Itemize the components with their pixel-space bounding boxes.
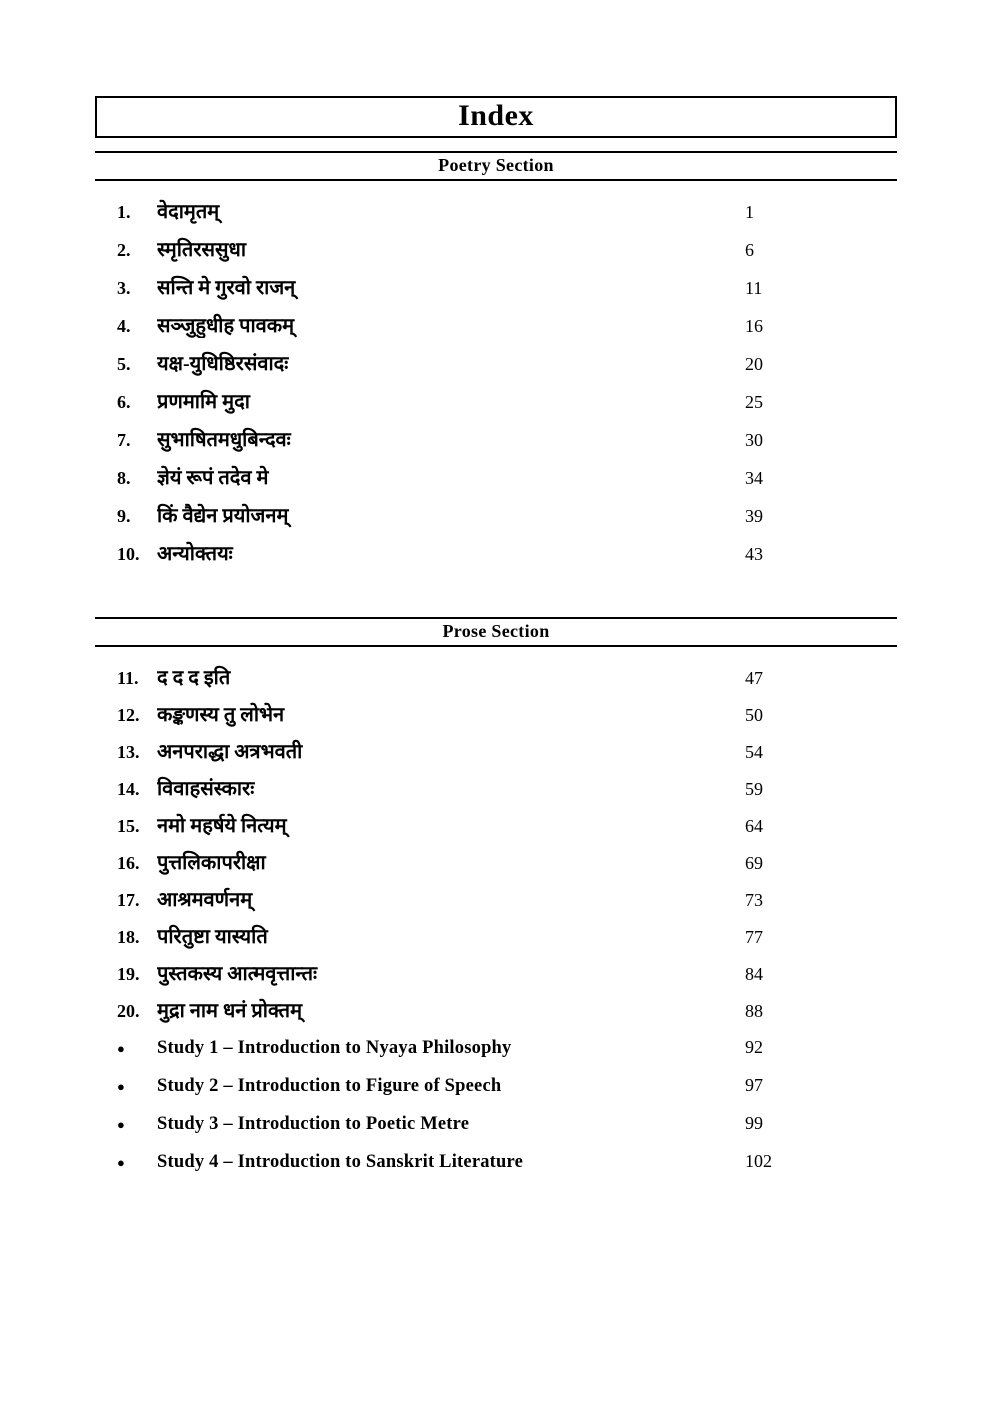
toc-page-number: 69 xyxy=(745,853,763,873)
toc-row xyxy=(117,922,897,959)
toc-title: परितुष्टा यास्यति xyxy=(157,926,268,948)
toc-page-number: 54 xyxy=(745,742,763,762)
poetry-section-heading: Poetry Section xyxy=(438,155,554,175)
toc-title: वेदामृतम् xyxy=(157,201,220,223)
toc-row xyxy=(117,463,897,501)
study-row xyxy=(117,1113,897,1151)
toc-page-number: 102 xyxy=(745,1151,772,1171)
prose-toc-list xyxy=(95,647,897,1033)
toc-title: पुत्तलिकापरीक्षा xyxy=(157,852,266,874)
toc-page-number: 97 xyxy=(745,1075,763,1095)
toc-number: 15. xyxy=(117,816,140,836)
toc-number: 13. xyxy=(117,742,140,762)
poetry-toc-list xyxy=(95,181,897,577)
study-title: Study 3 – Introduction to Poetic Metre xyxy=(157,1114,470,1134)
toc-number: 7. xyxy=(117,430,131,450)
toc-page-number: 50 xyxy=(745,705,763,725)
toc-number: 19. xyxy=(117,964,140,984)
toc-row xyxy=(117,311,897,349)
toc-page-number: 64 xyxy=(745,816,763,836)
prose-section-heading: Prose Section xyxy=(442,621,550,641)
toc-page-number: 59 xyxy=(745,779,763,799)
bullet-icon: ● xyxy=(117,1155,125,1170)
toc-title: सुभाषितमधुबिन्दवः xyxy=(157,429,291,451)
toc-number: 17. xyxy=(117,890,140,910)
toc-row xyxy=(117,996,897,1033)
toc-row xyxy=(117,885,897,922)
toc-row xyxy=(117,501,897,539)
study-title: Study 4 – Introduction to Sanskrit Literature xyxy=(157,1152,524,1172)
toc-title: प्रणमामि मुदा xyxy=(157,391,250,413)
toc-number: 14. xyxy=(117,779,140,799)
toc-title: कङ्कणस्य तु लोभेन xyxy=(157,704,285,726)
toc-title: आश्रमवर्णनम् xyxy=(157,889,253,911)
toc-page-number: 84 xyxy=(745,964,763,984)
page-title: Index xyxy=(458,99,534,132)
toc-number: 20. xyxy=(117,1001,140,1021)
poetry-section-header xyxy=(95,151,897,181)
bullet-icon: ● xyxy=(117,1041,125,1056)
toc-row xyxy=(117,349,897,387)
toc-page-number: 99 xyxy=(745,1113,763,1133)
toc-row xyxy=(117,273,897,311)
study-row xyxy=(117,1151,897,1189)
toc-title: पुस्तकस्य आत्मवृत्तान्तः xyxy=(157,963,318,985)
toc-page-number: 11 xyxy=(745,278,763,298)
toc-title: मुद्रा नाम धनं प्रोक्तम् xyxy=(157,1000,303,1022)
toc-number: 6. xyxy=(117,392,131,412)
toc-page-number: 92 xyxy=(745,1037,763,1057)
toc-page-number: 1 xyxy=(745,202,754,222)
toc-title: द द द इति xyxy=(157,667,231,689)
toc-number: 4. xyxy=(117,316,131,336)
toc-number: 1. xyxy=(117,202,131,222)
toc-page-number: 77 xyxy=(745,927,763,947)
toc-page-number: 30 xyxy=(745,430,763,450)
toc-row xyxy=(117,774,897,811)
prose-section-header xyxy=(95,617,897,647)
toc-title: ज्ञेयं रूपं तदेव मे xyxy=(157,467,269,489)
toc-number: 16. xyxy=(117,853,140,873)
toc-row xyxy=(117,848,897,885)
toc-number: 8. xyxy=(117,468,131,488)
bullet-icon: ● xyxy=(117,1117,125,1132)
toc-title: अनपराद्धा अत्रभवती xyxy=(157,741,303,763)
toc-title: अन्योक्तयः xyxy=(157,543,233,565)
toc-row xyxy=(117,959,897,996)
poetry-rule-top xyxy=(95,151,897,153)
index-title-box xyxy=(95,96,897,138)
toc-row xyxy=(117,425,897,463)
prose-rule-top xyxy=(95,617,897,619)
toc-title: यक्ष-युधिष्ठिरसंवादः xyxy=(157,353,289,375)
toc-page-number: 16 xyxy=(745,316,763,336)
toc-page-number: 73 xyxy=(745,890,763,910)
toc-row xyxy=(117,811,897,848)
poetry-section xyxy=(95,151,897,577)
toc-page-number: 88 xyxy=(745,1001,763,1021)
toc-row xyxy=(117,700,897,737)
toc-title: विवाहसंस्कारः xyxy=(157,778,255,800)
toc-row xyxy=(117,387,897,425)
toc-row xyxy=(117,235,897,273)
toc-number: 3. xyxy=(117,278,131,298)
prose-section xyxy=(95,617,897,1189)
toc-number: 18. xyxy=(117,927,140,947)
study-row xyxy=(117,1037,897,1075)
toc-page-number: 6 xyxy=(745,240,754,260)
toc-title: किं वैद्येन प्रयोजनम् xyxy=(157,505,289,527)
study-title: Study 1 – Introduction to Nyaya Philosophy xyxy=(157,1038,512,1058)
toc-page-number: 20 xyxy=(745,354,763,374)
toc-title: सञ्जुहुधीह पावकम् xyxy=(157,315,295,337)
toc-number: 5. xyxy=(117,354,131,374)
toc-page-number: 43 xyxy=(745,544,763,564)
toc-page-number: 39 xyxy=(745,506,763,526)
toc-page-number: 47 xyxy=(745,668,763,688)
toc-number: 10. xyxy=(117,544,140,564)
toc-row xyxy=(117,197,897,235)
toc-number: 12. xyxy=(117,705,140,725)
toc-row xyxy=(117,539,897,577)
toc-number: 11. xyxy=(117,668,139,688)
study-title: Study 2 – Introduction to Figure of Speech xyxy=(157,1076,502,1096)
toc-number: 2. xyxy=(117,240,131,260)
study-list xyxy=(95,1033,897,1189)
toc-title: सन्ति मे गुरवो राजन् xyxy=(157,277,296,299)
bullet-icon: ● xyxy=(117,1079,125,1094)
toc-title: नमो महर्षये नित्यम् xyxy=(157,815,287,837)
toc-number: 9. xyxy=(117,506,131,526)
toc-page-number: 34 xyxy=(745,468,763,488)
study-row xyxy=(117,1075,897,1113)
toc-row xyxy=(117,737,897,774)
toc-title: स्मृतिरससुधा xyxy=(157,239,247,261)
toc-page-number: 25 xyxy=(745,392,763,412)
toc-row xyxy=(117,663,897,700)
